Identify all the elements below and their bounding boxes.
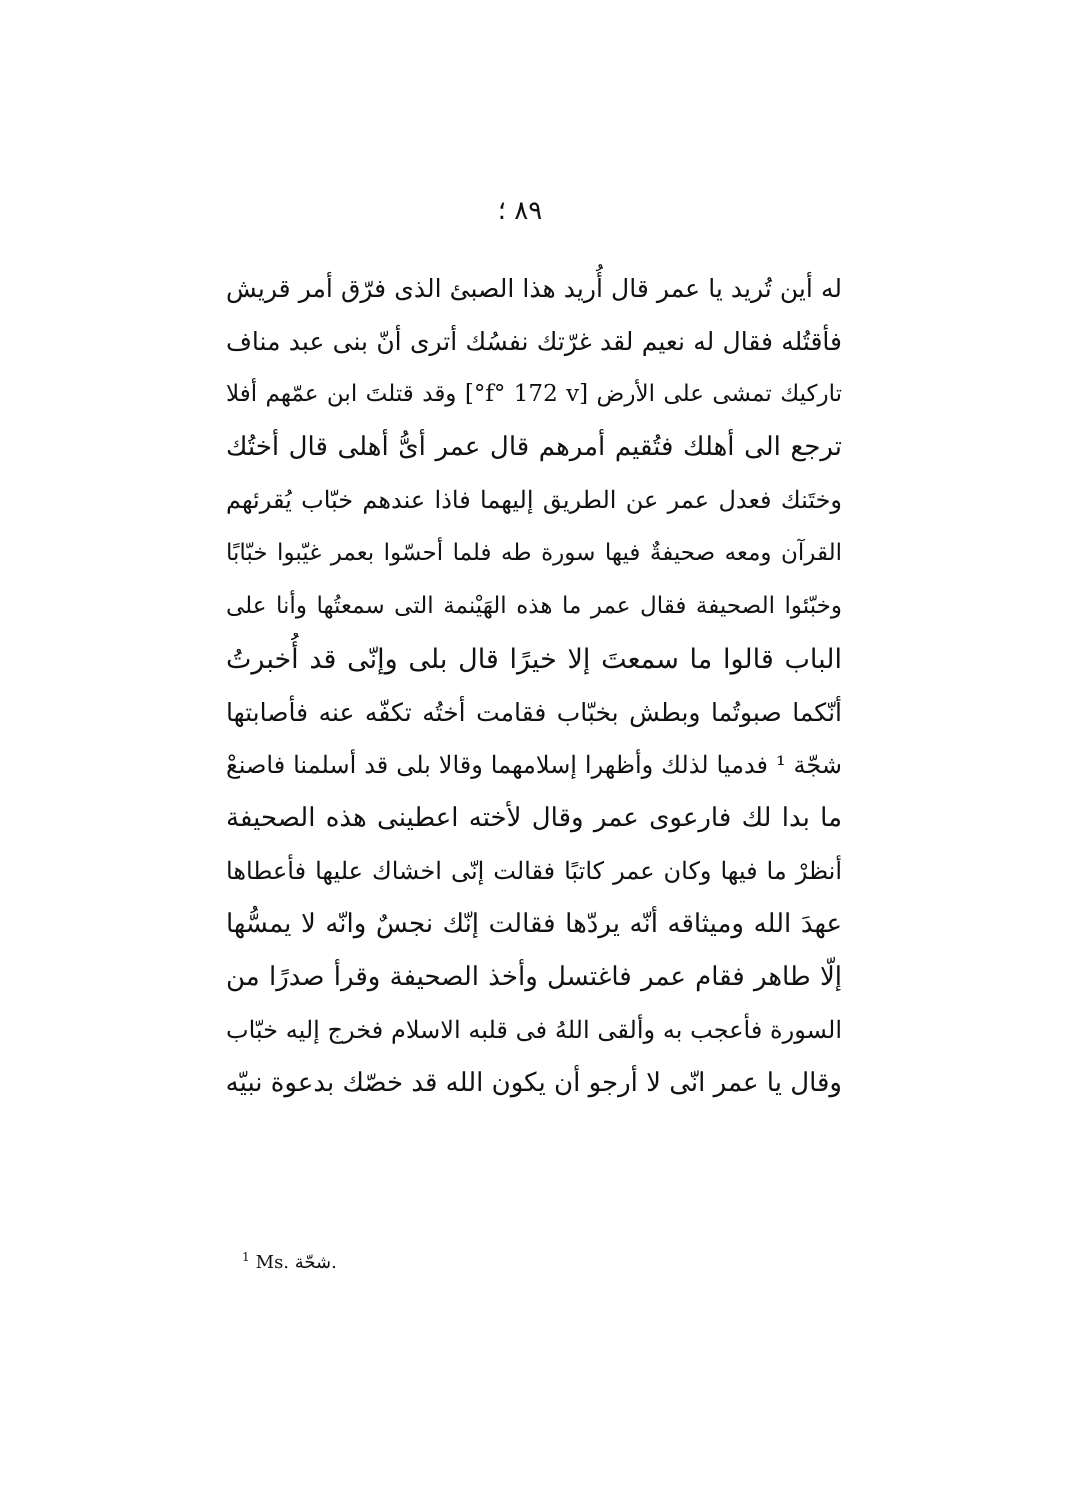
text-line: إلّا طاهر فقام عمر فاغتسل وأخذ الصحيفة وقرأ صدرًا من (226, 962, 842, 992)
footnote (242, 1250, 337, 1273)
text-line: القرآن ومعه صحيفةٌ فيها سورة طه فلما أحسّوا بعمر غيّبوا خبّابًا (226, 540, 842, 566)
page-number: ٨٩ ؛ (497, 196, 543, 226)
text-line: السورة فأعجب به وألقى اللهُ فى قلبه الاسلام فخرج إليه خبّاب (226, 1016, 842, 1044)
text-line: عهدَ الله وميثاقه أنّه يردّها فقالت إنّك نجسٌ وانّه لا يمسُّها (226, 909, 842, 939)
text-line: وقال يا عمر انّى لا أرجو أن يكون الله قد خصّك بدعوة نبيّه (226, 1068, 842, 1098)
footnote-text: Ms. شحّة. (255, 1252, 337, 1273)
text-line: ترجع الى أهلك فتُقيم أمرهم قال عمر أىُّ أهلى قال أختُك (226, 432, 842, 462)
text-line: وختَنك فعدل عمر عن الطريق إليهما فاذا عندهم خبّاب يُقرئهم (226, 486, 842, 514)
text-line: ما بدا لك فارعوى عمر وقال لأخته اعطينى هذه الصحيفة (226, 803, 842, 833)
text-line: له أين تُريد يا عمر قال أُريد هذا الصبئ الذى فرّق أمر قريش (226, 274, 842, 303)
text-line: شجّة ¹ فدميا لذلك وأظهرا إسلامهما وقالا بلى قد أسلمنا فاصنعْ (226, 751, 842, 779)
text-line: وخبّئوا الصحيفة فقال عمر ما هذه الهَيْنمة التى سمعتُها وأنا على (226, 593, 842, 619)
text-line: تاركيك تمشى على الأرض [f° 172 v°] وقد قتلتَ ابن عمّهم أفلا (226, 381, 842, 407)
text-line: فأقتُله فقال له نعيم لقد غرّتك نفسُك أترى أنّ بنى عبد مناف (226, 327, 842, 356)
footnote-mark: 1 (242, 1250, 250, 1264)
main-text (226, 262, 842, 1110)
text-line: الباب قالوا ما سمعتَ إلا خيرًا قال بلى وإنّى قد أُخبرتُ (226, 644, 842, 675)
text-line: أنّكما صبوتُما وبطش بخبّاب فقامت أختُه تكفّه عنه فأصابتها (226, 698, 842, 727)
text-line: أنظرْ ما فيها وكان عمر كاتبًا فقالت إنّى اخشاك عليها فأعطاها (226, 857, 842, 885)
